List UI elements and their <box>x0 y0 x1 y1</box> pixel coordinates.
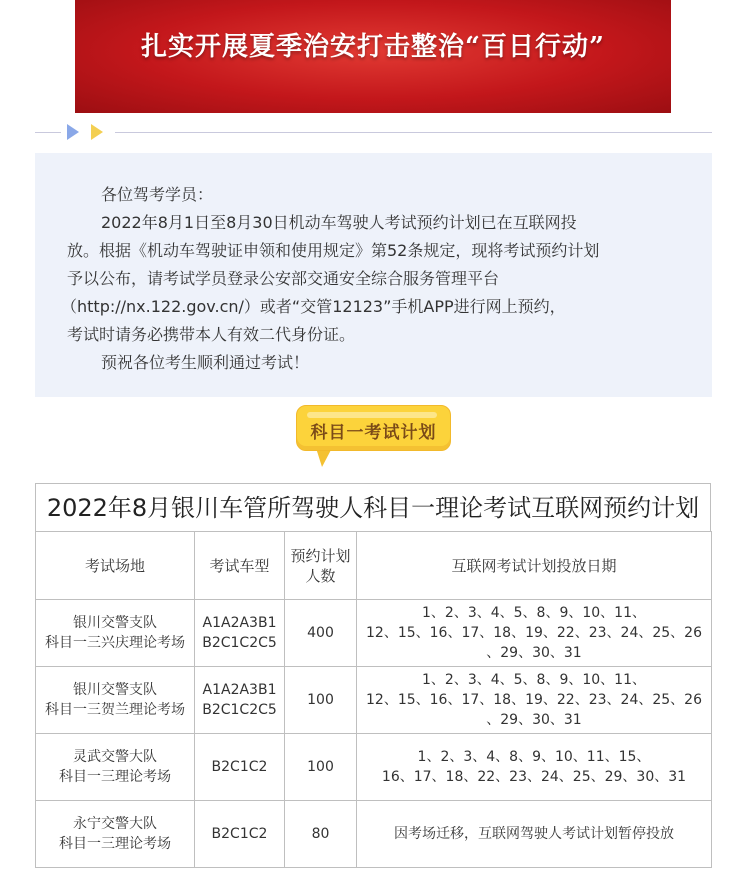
header-vehicle: 考试车型 <box>195 532 285 600</box>
dates-line: 1、2、3、4、5、8、9、10、11、 <box>422 605 646 621</box>
site-name: 银川交警支队 <box>73 615 157 631</box>
vehicle-cell <box>195 600 285 667</box>
section-tag <box>296 405 451 469</box>
site-cell <box>36 734 195 801</box>
site-room: 科目一三贺兰理论考场 <box>45 702 185 718</box>
notice-line: （http://nx.122.gov.cn/）或者“交管12123”手机APP进行网上预约， <box>61 297 566 316</box>
dates-line: 、29、30、31 <box>486 645 582 661</box>
dates-line: 1、2、3、4、8、9、10、11、15、 <box>417 749 651 765</box>
dates-line: 1、2、3、4、5、8、9、10、11、 <box>422 672 646 688</box>
section-divider <box>35 122 712 142</box>
dates-line: 16、17、18、22、23、24、25、29、30、31 <box>381 769 687 785</box>
header-site: 考试场地 <box>36 532 195 600</box>
site-name: 灵武交警大队 <box>73 749 157 765</box>
table-row <box>36 600 712 667</box>
quota-cell: 80 <box>285 801 357 868</box>
vehicle-line: B2C1C2C5 <box>202 702 277 718</box>
notice-box <box>35 153 712 397</box>
vehicle-line: A1A2A3B1 <box>202 682 277 698</box>
site-name: 永宁交警大队 <box>73 816 157 832</box>
banner-title: 扎实开展夏季治安打击整治“百日行动” <box>141 32 605 62</box>
divider-line <box>115 132 712 133</box>
table-title: 2022年8月银川车管所驾驶人科目一理论考试互联网预约计划 <box>35 483 711 531</box>
dates-line: 、29、30、31 <box>486 712 582 728</box>
vehicle-line: A1A2A3B1 <box>202 615 277 631</box>
notice-line: 2022年8月1日至8月30日机动车驾驶人考试预约计划已在互联网投 <box>101 213 577 232</box>
exam-plan-table <box>35 531 712 868</box>
notice-line: 考试时请务必携带本人有效二代身份证。 <box>67 325 356 344</box>
table-row <box>36 667 712 734</box>
site-cell <box>36 600 195 667</box>
section-tag-label: 科目一考试计划 <box>310 423 437 443</box>
header-quota-line: 人数 <box>305 566 336 585</box>
site-room: 科目一三理论考场 <box>59 769 171 785</box>
banner <box>75 0 671 113</box>
notice-closing: 预祝各位考生顺利通过考试！ <box>101 353 310 372</box>
header-quota-line: 预约计划 <box>290 546 351 565</box>
notice-line: 放。根据《机动车驾驶证申领和使用规定》第52条规定，现将考试预约计划 <box>67 241 600 260</box>
vehicle-cell: B2C1C2 <box>195 734 285 801</box>
dates-cell <box>357 667 712 734</box>
dates-cell <box>357 734 712 801</box>
dates-line: 12、15、16、17、18、19、22、23、24、25、26 <box>366 625 702 641</box>
dates-cell <box>357 600 712 667</box>
dates-line: 12、15、16、17、18、19、22、23、24、25、26 <box>366 692 702 708</box>
site-cell <box>36 801 195 868</box>
notice-greeting: 各位驾考学员： <box>101 185 214 204</box>
header-quota <box>285 532 357 600</box>
site-name: 银川交警支队 <box>73 682 157 698</box>
vehicle-cell: B2C1C2 <box>195 801 285 868</box>
speech-bubble <box>296 405 451 451</box>
divider-line <box>35 132 61 133</box>
site-room: 科目一三理论考场 <box>59 836 171 852</box>
quota-cell: 100 <box>285 734 357 801</box>
dates-cell: 因考场迁移，互联网驾驶人考试计划暂停投放 <box>357 801 712 868</box>
vehicle-cell <box>195 667 285 734</box>
quota-cell: 400 <box>285 600 357 667</box>
site-cell <box>36 667 195 734</box>
quota-cell: 100 <box>285 667 357 734</box>
table-row <box>36 734 712 801</box>
notice-line: 予以公布，请考试学员登录公安部交通安全综合服务管理平台 <box>67 269 500 288</box>
table-header-row <box>36 532 712 600</box>
vehicle-line: B2C1C2C5 <box>202 635 277 651</box>
play-arrow-icon <box>67 124 79 140</box>
header-dates: 互联网考试计划投放日期 <box>357 532 712 600</box>
site-room: 科目一三兴庆理论考场 <box>45 635 185 651</box>
play-arrow-icon <box>91 124 103 140</box>
table-row <box>36 801 712 868</box>
